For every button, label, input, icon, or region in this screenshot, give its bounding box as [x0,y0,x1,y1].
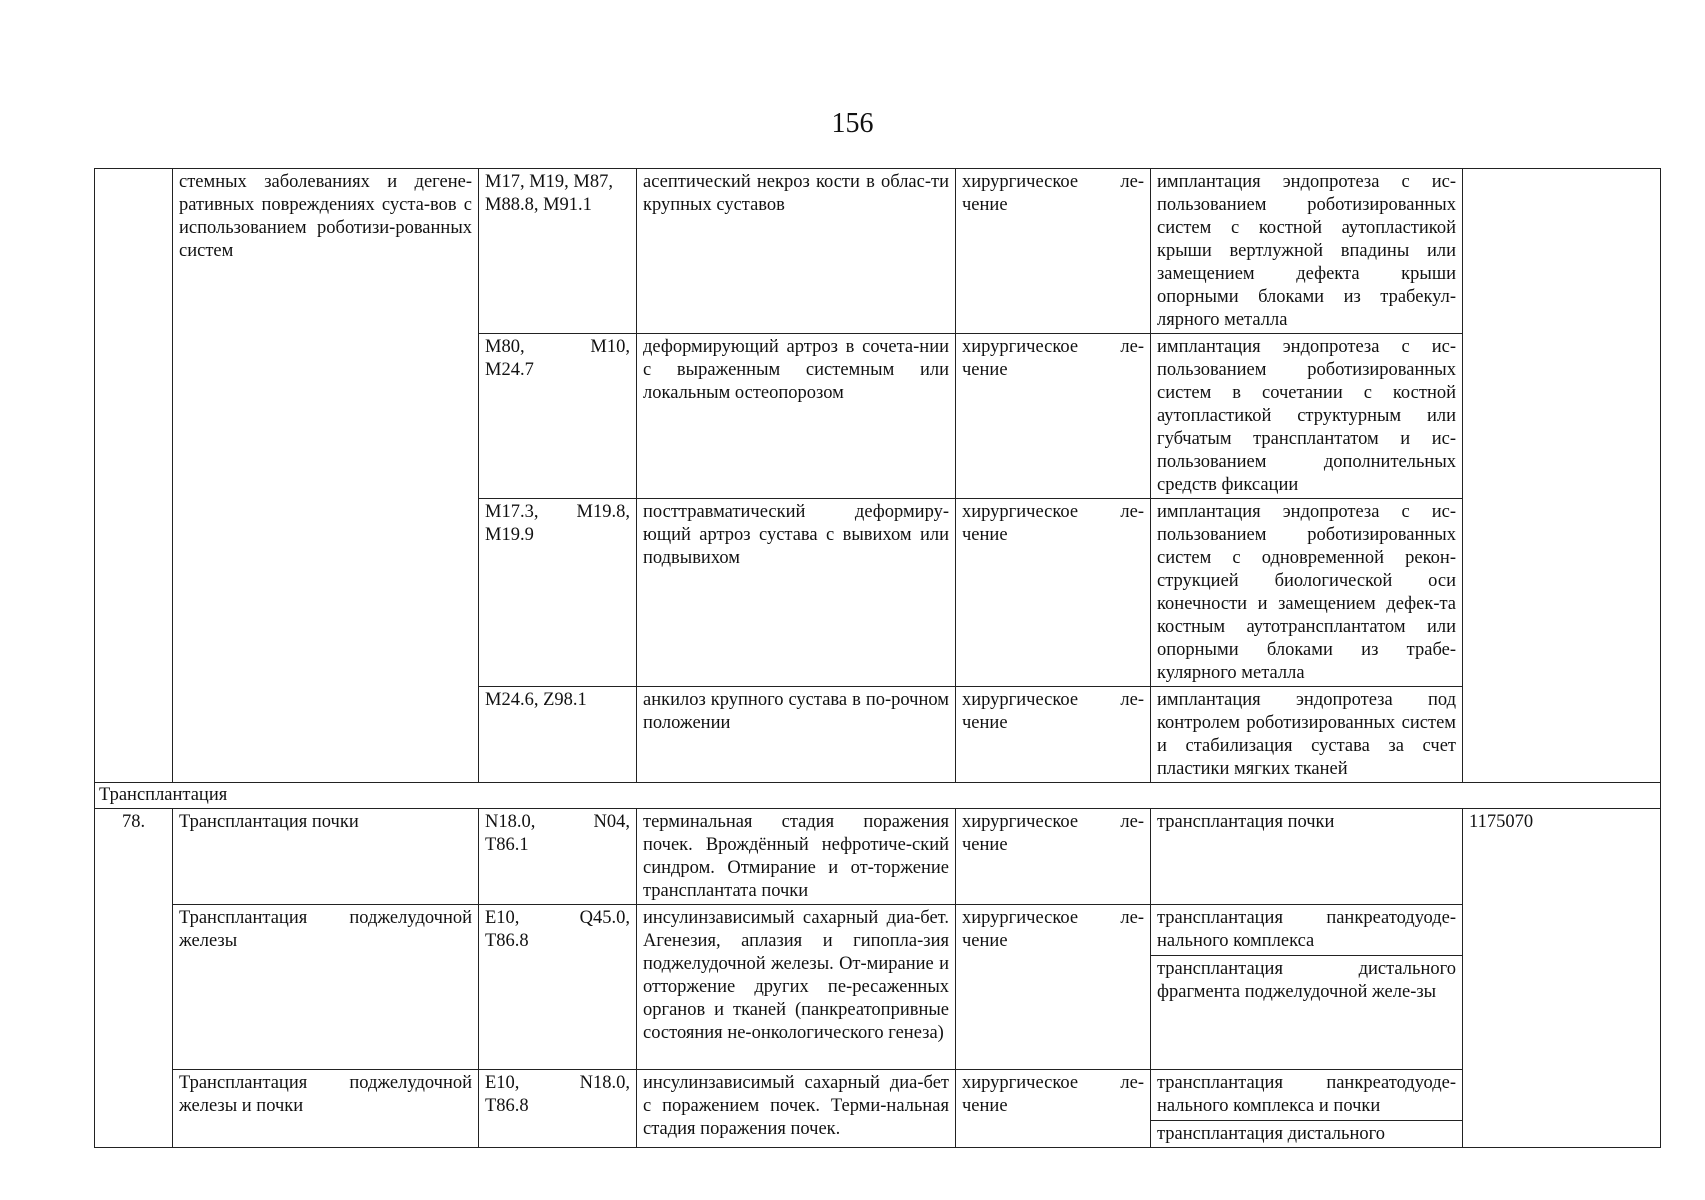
diagnosis-cell: анкилоз крупного сустава в по-рочном положении [637,687,956,783]
treatment-cell: хирургическое ле- чение [956,334,1151,499]
cost-cell: 1175070 [1463,809,1661,1148]
icd-codes-cell: M17.3, M19.8, M19.9 [479,499,637,687]
method-item: трансплантация дистального фрагмента поджелудочной желе-зы [1151,955,1462,1004]
treatment-cell: хирургическое ле- чение [956,809,1151,905]
method-cell [1151,1070,1463,1148]
method-item: трансплантация дистального [1151,1120,1462,1146]
medical-care-table [94,168,1661,1148]
method-cell: имплантация эндопротеза с ис-пользованием роботизированных систем с одновременной рекон-струкцией биологической оси конечности и замещением дефек-та костным аутотрансплантатом или опорными блоками из трабе-кулярного металла [1151,499,1463,687]
treatment-cell: хирургическое ле- чение [956,687,1151,783]
treatment-cell: хирургическое ле- чение [956,169,1151,334]
diagnosis-cell: терминальная стадия поражения почек. Врождённый нефротиче-ский синдром. Отмирание и от-торжение трансплантата почки [637,809,956,905]
number-cell [95,169,173,783]
table-row [95,1070,1661,1148]
row-number: 78. [95,809,173,1148]
section-title: Трансплантация [95,783,1661,809]
method-cell [1151,905,1463,1070]
treatment-cell: хирургическое ле- чение [956,1070,1151,1148]
icd-codes-cell: E10, N18.0, T86.8 [479,1070,637,1148]
method-cell: трансплантация почки [1151,809,1463,905]
care-type-cell: Трансплантация почки [173,809,479,905]
treatment-cell: хирургическое ле- чение [956,905,1151,1070]
icd-codes-cell: M80, M10, M24.7 [479,334,637,499]
diagnosis-cell: инсулинзависимый сахарный диа-бет с поражением почек. Терми-нальная стадия поражения почек. [637,1070,956,1148]
method-item: трансплантация панкреатодуоде-нального комплекса и почки [1157,1073,1456,1116]
cost-cell [1463,169,1661,783]
diagnosis-cell: инсулинзависимый сахарный диа-бет. Агенезия, аплазия и гипопла-зия поджелудочной железы. От-мирание и отторжение других пе-ресаженных органов и тканей (панкреатопривные состояния не-онкологического генеза) [637,905,956,1070]
page-number: 156 [831,108,874,139]
method-item: трансплантация панкреатодуоде-нального комплекса [1157,908,1456,951]
table-row [95,905,1661,1070]
icd-codes-cell: M17, M19, M87, M88.8, M91.1 [479,169,637,334]
table-row [95,169,1661,334]
table-row [95,809,1661,905]
diagnosis-cell: деформирующий артроз в сочета-нии с выраженным системным или локальным остеопорозом [637,334,956,499]
method-cell: имплантация эндопротеза с ис-пользованием роботизированных систем в сочетании с костной аутопластикой структурным или губчатым трансплантатом и ис-пользованием дополнительных средств фиксации [1151,334,1463,499]
diagnosis-cell: асептический некроз кости в облас-ти крупных суставов [637,169,956,334]
treatment-cell: хирургическое ле- чение [956,499,1151,687]
icd-codes-cell: N18.0, N04, T86.1 [479,809,637,905]
care-type-cell: Трансплантация поджелудочной железы [173,905,479,1070]
icd-codes-cell: E10, Q45.0, T86.8 [479,905,637,1070]
care-type-cell: стемных заболеваниях и дегене-ративных повреждениях суста-вов с использованием роботизи-рованных систем [173,169,479,783]
icd-codes-cell: M24.6, Z98.1 [479,687,637,783]
care-type-cell: Трансплантация поджелудочной железы и почки [173,1070,479,1148]
method-cell: имплантация эндопротеза с ис-пользованием роботизированных систем с костной аутопластикой крыши вертлужной впадины или замещением дефекта крыши опорными блоками из трабекул-лярного металла [1151,169,1463,334]
section-header-row [95,783,1661,809]
diagnosis-cell: посттравматический деформиру-ющий артроз сустава с вывихом или подвывихом [637,499,956,687]
method-cell: имплантация эндопротеза под контролем роботизированных систем и стабилизация сустава за счет пластики мягких тканей [1151,687,1463,783]
